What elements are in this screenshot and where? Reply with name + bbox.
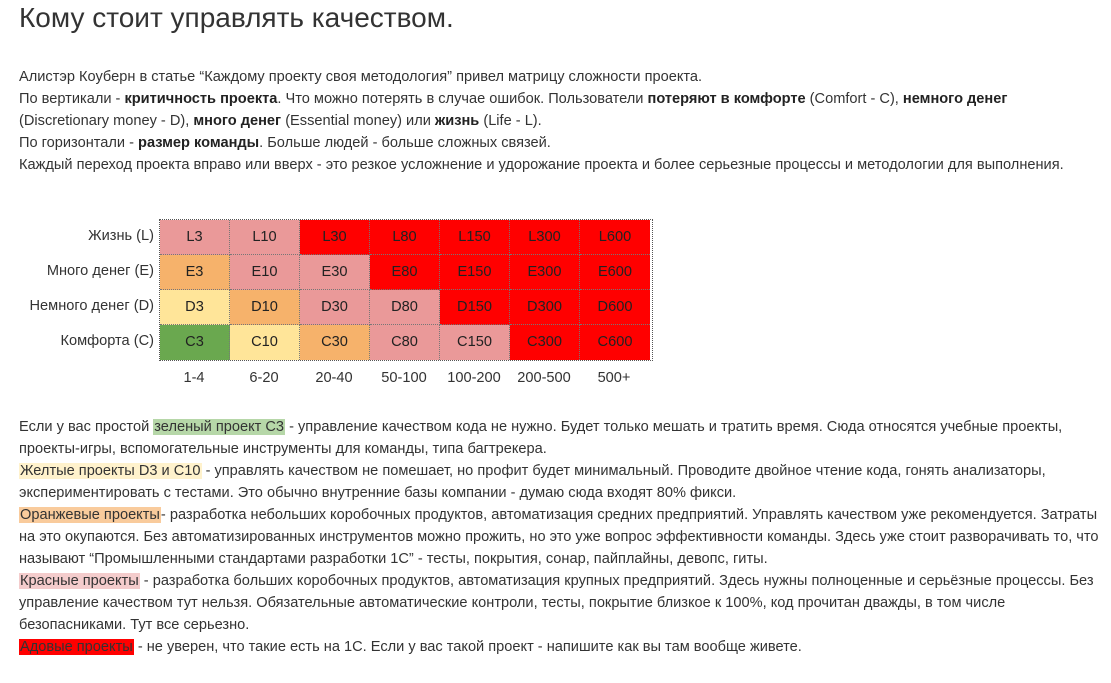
col-label: 20-40 (315, 370, 353, 386)
intro-paragraph-2 (19, 88, 1099, 110)
matrix-cell-c3: C3 (160, 325, 230, 360)
text-span: По горизонтали - (19, 135, 139, 151)
paragraph-red (19, 570, 1104, 636)
row-label: Жизнь (L) (88, 228, 154, 244)
text-span: - разработка больших коробочных продуктов, автоматизация крупных предприятий. Здесь нужны полноценные и серьёзные процессы. Без управление качеством тут нельзя. Обязательные автоматические контроли, тесты, покрытие близкое к 100%, код прочитан дважды, в том числе безопасниками. Тут все серьезно. (19, 573, 1094, 633)
paragraph-green (19, 416, 1104, 460)
matrix-cell-l300: L300 (510, 220, 580, 255)
matrix-cell-e3: E3 (160, 255, 230, 290)
matrix-cell-c80: C80 (370, 325, 440, 360)
col-label: 200-500 (517, 370, 571, 386)
text-span: - управление качеством кода не нужно. Будет только мешать и тратить время. Сюда относятся учебные проекты, проекты-игры, вспомогательные инструменты для команды, типа багтрекера. (19, 419, 1063, 457)
highlight-hell: Адовые проекты (20, 639, 133, 655)
paragraph-hell (19, 636, 1104, 658)
text-span: По вертикали - (19, 91, 125, 107)
matrix-cell-l80: L80 (370, 220, 440, 255)
matrix-cell-e10: E10 (230, 255, 300, 290)
matrix-cell-d600: D600 (580, 290, 650, 325)
intro-text (19, 66, 1099, 176)
text-span: . Больше людей - больше сложных связей. (259, 135, 551, 151)
matrix-cell-d80: D80 (370, 290, 440, 325)
matrix-cell-c150: C150 (440, 325, 510, 360)
matrix-cell-d10: D10 (230, 290, 300, 325)
highlight-red: Красные проекты (20, 573, 139, 589)
matrix-cell-l150: L150 (440, 220, 510, 255)
paragraph-orange (19, 504, 1104, 570)
matrix-cell-l600: L600 (580, 220, 650, 255)
matrix-cell-e80: E80 (370, 255, 440, 290)
matrix-cell-e600: E600 (580, 255, 650, 290)
highlight-green: зеленый проект C3 (154, 419, 285, 435)
matrix-cell-l30: L30 (300, 220, 370, 255)
intro-paragraph-3 (19, 110, 1099, 132)
text-span: (Essential money) или (281, 113, 435, 129)
matrix-cell-l3: L3 (160, 220, 230, 255)
outro-text (19, 416, 1104, 658)
text-span: (Comfort - C), (805, 91, 903, 107)
bold-term: потеряют в комфорте (647, 91, 806, 107)
col-label: 500+ (597, 370, 631, 386)
page-title: Кому стоит управлять качеством. (19, 2, 454, 33)
text-span: . Что можно потерять в случае ошибок. Пользователи (277, 91, 648, 107)
row-label: Комфорта (C) (60, 333, 154, 349)
text-span: - не уверен, что такие есть на 1С. Если у вас такой проект - напишите как вы там вообще живете. (133, 639, 802, 655)
text-span: Если у вас простой (19, 419, 154, 435)
bold-term: немного денег (902, 91, 1008, 107)
col-label: 50-100 (381, 370, 427, 386)
text-span: (Life - L). (479, 113, 542, 129)
matrix-cell-c300: C300 (510, 325, 580, 360)
col-label: 1-4 (183, 370, 205, 386)
matrix-cell-l10: L10 (230, 220, 300, 255)
matrix-cell-d30: D30 (300, 290, 370, 325)
bold-term: много денег (193, 113, 282, 129)
matrix-cell-d300: D300 (510, 290, 580, 325)
col-label: 100-200 (447, 370, 501, 386)
col-label: 6-20 (249, 370, 279, 386)
matrix-cell-c10: C10 (230, 325, 300, 360)
text-span: - разработка небольших коробочных продуктов, автоматизация средних предприятий. Управлять качеством уже рекомендуется. Затраты на это окупаются. Без автоматизированных инструментов можно прожить, но это уже вопрос эффективности команды. Здесь уже стоит разворачивать то, что называют “Промышленными стандартами разработки 1С” - тесты, покрытия, сонар, пайплайны, девопс, гиты. (19, 507, 1099, 567)
intro-paragraph-5: Каждый переход проекта вправо или вверх - это резкое усложнение и удорожание проекта и более серьезные процессы и методологии для выполнения. (19, 157, 1064, 173)
matrix-cell-c30: C30 (300, 325, 370, 360)
row-label: Много денег (E) (46, 263, 154, 279)
matrix-cell-c600: C600 (580, 325, 650, 360)
text-span: - управлять качеством не помешает, но профит будет минимальный. Проводите двойное чтение кода, гонять анализаторы, экспериментировать с тестами. Это обычно внутренние базы компании - думаю сюда входят 80% фикси. (19, 463, 1046, 501)
intro-paragraph-1: Алистэр Коуберн в статье “Каждому проекту своя методология” привел матрицу сложности проекта. (19, 69, 703, 85)
matrix-cell-e300: E300 (510, 255, 580, 290)
bold-term: размер команды (138, 135, 260, 151)
bold-term: жизнь (434, 113, 480, 129)
bold-term: критичность проекта (124, 91, 278, 107)
matrix-grid (159, 219, 653, 361)
intro-paragraph-4 (19, 132, 1099, 154)
matrix-cell-e150: E150 (440, 255, 510, 290)
matrix-cell-d3: D3 (160, 290, 230, 325)
row-label: Немного денег (D) (29, 298, 154, 314)
paragraph-yellow (19, 460, 1104, 504)
matrix-cell-e30: E30 (300, 255, 370, 290)
highlight-yellow: Желтые проекты D3 и C10 (20, 463, 201, 479)
matrix-cell-d150: D150 (440, 290, 510, 325)
text-span: (Discretionary money - D), (19, 113, 194, 129)
highlight-orange: Оранжевые проекты (20, 507, 160, 523)
